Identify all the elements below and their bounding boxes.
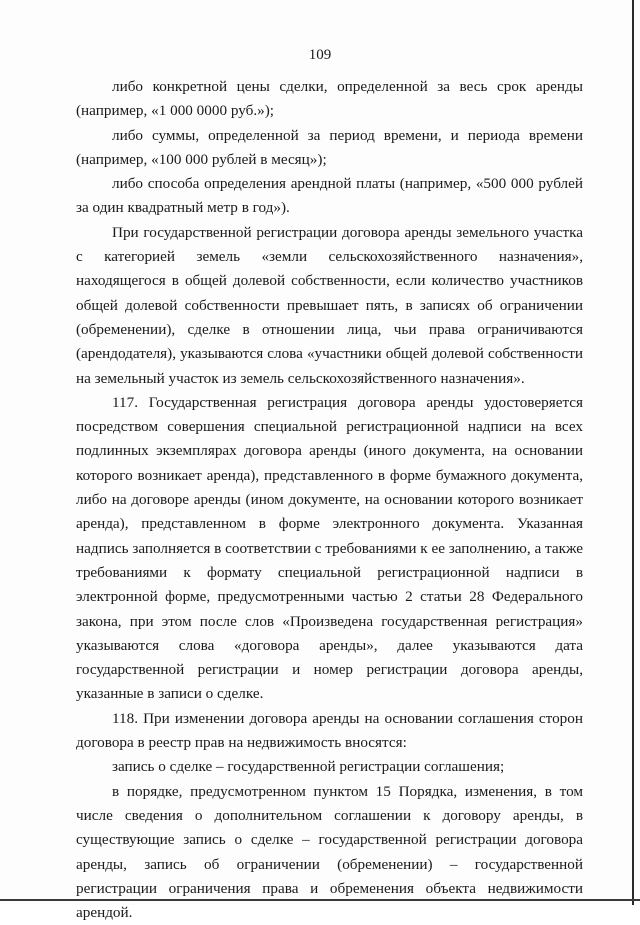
paragraph: 117. Государственная регистрация договора аренды удостоверяется посредством совершения специальной регистрационной надписи на всех подлинных экземплярах договора аренды (иного документа, на основании которого возникает аренда), представленного в форме бумажного документа, либо на договоре аренды (ином документе, на основании которого возникает аренда), представленном в форме электронного документа. Указанная надпись заполняется в соответствии с требованиями к ее заполнению, а также требованиями к формату специальной регистрационной надписи в электронной форме, предусмотренными частью 2 статьи 28 Федерального закона, при этом после слов «Произведена государственная регистрация» указываются слова «договора аренды», далее указываются дата государственной регистрации и номер регистрации договора аренды, указанные в записи о сделке. [76, 393, 583, 703]
scan-edge-right [632, 0, 634, 905]
paragraph: либо суммы, определенной за период времени, и периода времени (например, «100 000 рублей в месяц»); [76, 126, 583, 168]
page-number: 109 [308, 47, 332, 63]
paragraph: в порядке, предусмотренном пунктом 15 Порядка, изменения, в том числе сведения о дополнительном соглашении к договору аренды, в существующие запись о сделке – государственной регистрации договора аренды, запись об ограничении (обременении) – государственной регистрации ограничения права и обременения объекта недвижимости арендой. [76, 782, 583, 922]
paragraph: 118. При изменении договора аренды на основании соглашения сторон договора в реестр прав на недвижимость вносятся: [76, 709, 583, 752]
paragraph: запись о сделке – государственной регистрации соглашения; [112, 758, 505, 776]
document-body [76, 75, 583, 925]
paragraph: либо конкретной цены сделки, определенной за весь срок аренды (например, «1 000 0000 руб.»); [76, 78, 583, 120]
paragraph: либо способа определения арендной платы (например, «500 000 рублей за один квадратный метр в год»). [76, 175, 583, 217]
paragraph: При государственной регистрации договора аренды земельного участка с категорией земель «земли сельскохозяйственного назначения», находящегося в общей долевой собственности, если количество участников общей долевой собственности превышает пять, в записях об ограничении (обременении), сделке в отношении лица, чьи права ограничиваются (арендодателя), указываются слова «участники общей долевой собственности на земельный участок из земель сельскохозяйственного назначения». [76, 223, 583, 387]
